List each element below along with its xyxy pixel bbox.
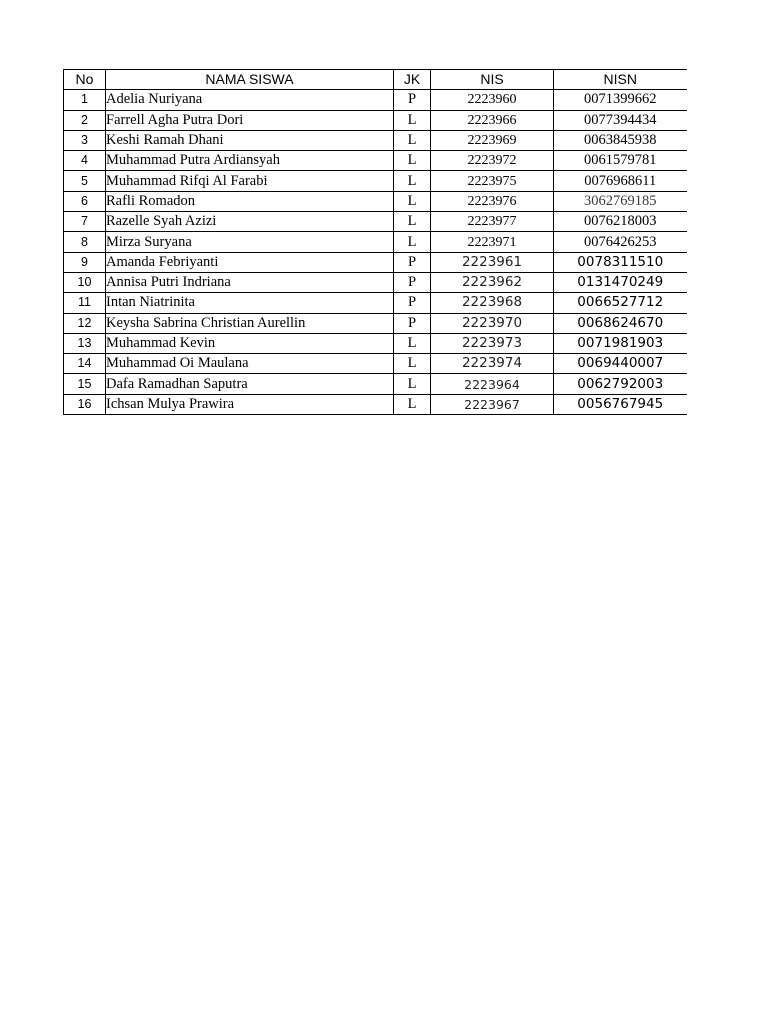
cell-nama: Muhammad Putra Ardiansyah bbox=[106, 151, 394, 171]
table-header bbox=[64, 70, 687, 90]
cell-nama: Amanda Febriyanti bbox=[106, 252, 394, 272]
table-row bbox=[64, 110, 687, 130]
cell-no: 10 bbox=[64, 272, 106, 292]
cell-nisn: 0063845938 bbox=[554, 130, 687, 150]
cell-nama: Dafa Ramadhan Saputra bbox=[106, 374, 394, 394]
cell-nis: 2223960 bbox=[431, 90, 554, 110]
cell-nama: Adelia Nuriyana bbox=[106, 90, 394, 110]
cell-jk: L bbox=[394, 354, 431, 374]
cell-nama: Ichsan Mulya Prawira bbox=[106, 394, 394, 414]
cell-nis: 2223973 bbox=[431, 333, 554, 353]
cell-nisn: 0068624670 bbox=[554, 313, 687, 333]
table-row bbox=[64, 374, 687, 394]
cell-jk: L bbox=[394, 232, 431, 252]
cell-nis: 2223970 bbox=[431, 313, 554, 333]
cell-nama: Farrell Agha Putra Dori bbox=[106, 110, 394, 130]
cell-no: 16 bbox=[64, 394, 106, 414]
cell-nisn: 0078311510 bbox=[554, 252, 687, 272]
table-row bbox=[64, 212, 687, 232]
table-row bbox=[64, 313, 687, 333]
table-row bbox=[64, 333, 687, 353]
cell-nisn: 0062792003 bbox=[554, 374, 687, 394]
cell-nama: Muhammad Rifqi Al Farabi bbox=[106, 171, 394, 191]
cell-no: 15 bbox=[64, 374, 106, 394]
cell-jk: L bbox=[394, 394, 431, 414]
cell-no: 3 bbox=[64, 130, 106, 150]
cell-nis: 2223977 bbox=[431, 212, 554, 232]
header-nis: NIS bbox=[431, 70, 554, 90]
cell-no: 7 bbox=[64, 212, 106, 232]
cell-no: 1 bbox=[64, 90, 106, 110]
cell-nis: 2223974 bbox=[431, 354, 554, 374]
table-row bbox=[64, 354, 687, 374]
table-row bbox=[64, 232, 687, 252]
table-row bbox=[64, 293, 687, 313]
cell-nisn: 0131470249 bbox=[554, 272, 687, 292]
table-row bbox=[64, 90, 687, 110]
cell-nisn: 0056767945 bbox=[554, 394, 687, 414]
cell-jk: P bbox=[394, 252, 431, 272]
cell-nis: 2223964 bbox=[431, 374, 554, 394]
cell-nis: 2223961 bbox=[431, 252, 554, 272]
table-row bbox=[64, 191, 687, 211]
cell-nis: 2223967 bbox=[431, 394, 554, 414]
cell-no: 13 bbox=[64, 333, 106, 353]
cell-nis: 2223972 bbox=[431, 151, 554, 171]
cell-no: 11 bbox=[64, 293, 106, 313]
cell-jk: P bbox=[394, 313, 431, 333]
cell-nama: Rafli Romadon bbox=[106, 191, 394, 211]
cell-no: 6 bbox=[64, 191, 106, 211]
cell-nama: Razelle Syah Azizi bbox=[106, 212, 394, 232]
cell-nama: Intan Niatrinita bbox=[106, 293, 394, 313]
cell-nisn: 0076426253 bbox=[554, 232, 687, 252]
cell-no: 2 bbox=[64, 110, 106, 130]
table-row bbox=[64, 130, 687, 150]
cell-nama: Keshi Ramah Dhani bbox=[106, 130, 394, 150]
cell-nisn: 3062769185 bbox=[554, 191, 687, 211]
cell-jk: L bbox=[394, 191, 431, 211]
cell-nis: 2223969 bbox=[431, 130, 554, 150]
cell-nama: Muhammad Kevin bbox=[106, 333, 394, 353]
cell-no: 9 bbox=[64, 252, 106, 272]
cell-jk: P bbox=[394, 293, 431, 313]
cell-nis: 2223976 bbox=[431, 191, 554, 211]
header-nisn: NISN bbox=[554, 70, 687, 90]
header-nama-siswa: NAMA SISWA bbox=[106, 70, 394, 90]
cell-no: 14 bbox=[64, 354, 106, 374]
table-row bbox=[64, 151, 687, 171]
cell-nama: Muhammad Oi Maulana bbox=[106, 354, 394, 374]
table-row bbox=[64, 272, 687, 292]
header-no: No bbox=[64, 70, 106, 90]
cell-jk: P bbox=[394, 272, 431, 292]
cell-nisn: 0071981903 bbox=[554, 333, 687, 353]
cell-no: 5 bbox=[64, 171, 106, 191]
student-table bbox=[63, 69, 687, 415]
cell-jk: L bbox=[394, 212, 431, 232]
cell-nis: 2223971 bbox=[431, 232, 554, 252]
cell-jk: L bbox=[394, 110, 431, 130]
cell-nama: Keysha Sabrina Christian Aurellin bbox=[106, 313, 394, 333]
cell-nisn: 0069440007 bbox=[554, 354, 687, 374]
header-jk: JK bbox=[394, 70, 431, 90]
cell-nisn: 0066527712 bbox=[554, 293, 687, 313]
cell-jk: L bbox=[394, 171, 431, 191]
cell-nisn: 0076218003 bbox=[554, 212, 687, 232]
table-body bbox=[64, 90, 687, 415]
cell-no: 8 bbox=[64, 232, 106, 252]
cell-nis: 2223975 bbox=[431, 171, 554, 191]
cell-nama: Mirza Suryana bbox=[106, 232, 394, 252]
cell-jk: L bbox=[394, 151, 431, 171]
cell-nisn: 0071399662 bbox=[554, 90, 687, 110]
cell-nis: 2223966 bbox=[431, 110, 554, 130]
cell-nisn: 0077394434 bbox=[554, 110, 687, 130]
cell-jk: L bbox=[394, 130, 431, 150]
cell-no: 4 bbox=[64, 151, 106, 171]
cell-nisn: 0061579781 bbox=[554, 151, 687, 171]
cell-jk: P bbox=[394, 90, 431, 110]
cell-nama: Annisa Putri Indriana bbox=[106, 272, 394, 292]
table-row bbox=[64, 394, 687, 414]
table-row bbox=[64, 252, 687, 272]
cell-nis: 2223962 bbox=[431, 272, 554, 292]
cell-nisn: 0076968611 bbox=[554, 171, 687, 191]
cell-jk: L bbox=[394, 333, 431, 353]
cell-nis: 2223968 bbox=[431, 293, 554, 313]
cell-jk: L bbox=[394, 374, 431, 394]
cell-no: 12 bbox=[64, 313, 106, 333]
header-row bbox=[64, 70, 687, 90]
table-row bbox=[64, 171, 687, 191]
